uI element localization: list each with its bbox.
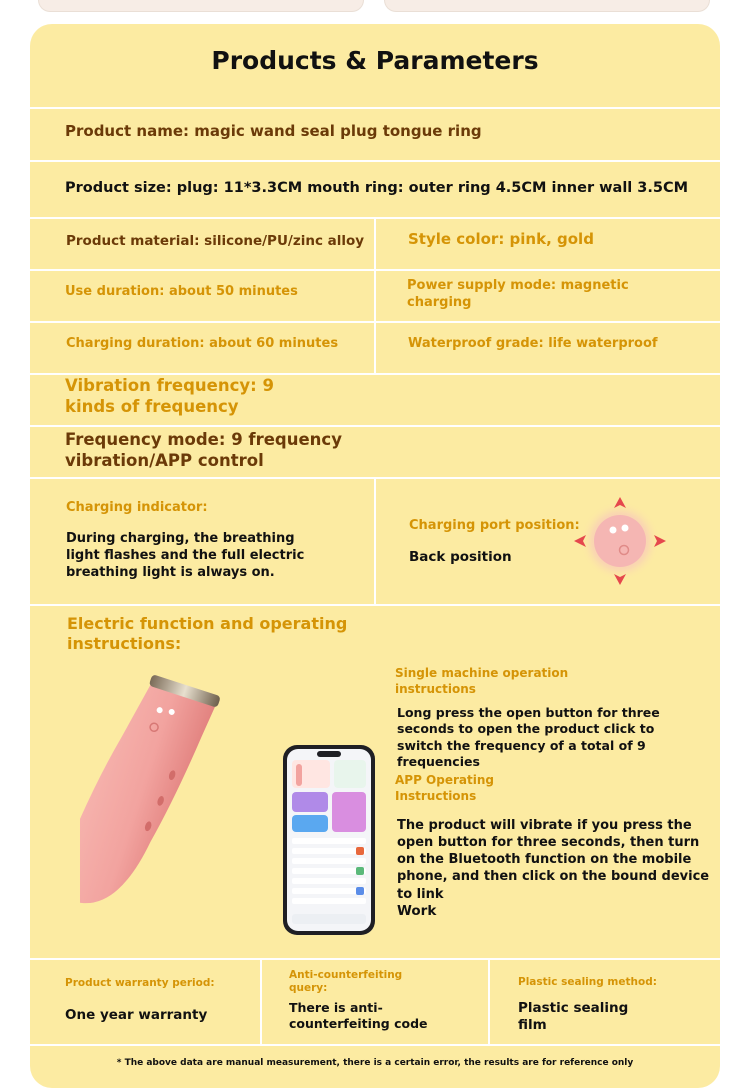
app-operation-label: APP Operating Instructions xyxy=(395,773,494,803)
product-name: Product name: magic wand seal plug tongue ring xyxy=(65,122,482,140)
charging-port-value: Back position xyxy=(409,549,512,565)
previous-card-edge-right xyxy=(384,0,710,12)
divider xyxy=(30,604,720,606)
waterproof-grade: Waterproof grade: life waterproof xyxy=(408,336,658,351)
divider xyxy=(30,107,720,109)
charging-indicator-label: Charging indicator: xyxy=(66,500,208,515)
single-operation-text: Long press the open button for three seconds to open the product click to switch the frequency of a total of 9 frequencies xyxy=(397,705,660,769)
column-divider xyxy=(374,217,376,373)
footnote: * The above data are manual measurement, there is a certain error, the results are for reference only xyxy=(116,1058,634,1068)
charging-port-label: Charging port position: xyxy=(409,518,580,533)
work-label: Work xyxy=(397,903,437,919)
divider xyxy=(30,958,720,960)
product-image xyxy=(80,672,230,932)
sealing-method-label: Plastic sealing method: xyxy=(518,976,657,988)
column-divider xyxy=(374,477,376,604)
divider xyxy=(30,1044,720,1046)
previous-card-edge-left xyxy=(38,0,364,12)
charging-duration: Charging duration: about 60 minutes xyxy=(66,336,339,351)
phone-app-image xyxy=(282,744,376,936)
use-duration: Use duration: about 50 minutes xyxy=(65,284,298,299)
sealing-method-value: Plastic sealing film xyxy=(518,1000,629,1033)
single-operation-label: Single machine operation instructions xyxy=(395,666,569,696)
divider xyxy=(30,425,720,427)
parameters-card xyxy=(30,24,720,1088)
divider xyxy=(30,160,720,162)
app-operation-text: The product will vibrate if you press the open button for three seconds, then turn on the Bluetooth function on the mobile phone, and then click on the bound device to link xyxy=(397,818,710,902)
style-color: Style color: pink, gold xyxy=(408,230,594,248)
product-material: Product material: silicone/PU/zinc alloy xyxy=(66,233,365,249)
power-supply-mode: Power supply mode: magnetic charging xyxy=(407,278,629,310)
product-size: Product size: plug: 11*3.3CM mouth ring: outer ring 4.5CM inner wall 3.5CM xyxy=(65,180,689,196)
warranty-label: Product warranty period: xyxy=(65,977,215,989)
anti-counterfeiting-value: There is anti-counterfeiting code xyxy=(289,1000,428,1031)
column-divider xyxy=(488,958,490,1044)
vibration-frequency: Vibration frequency: 9 kinds of frequency xyxy=(65,376,274,416)
charging-indicator-text: During charging, the breathing light flashes and the full electric breathing light is always on. xyxy=(66,531,305,580)
anti-counterfeiting-label: Anti-counterfeiting query: xyxy=(289,969,403,995)
divider xyxy=(30,373,720,375)
column-divider xyxy=(260,958,262,1044)
operation-heading: Electric function and operating instructions: xyxy=(67,614,348,653)
warranty-value: One year warranty xyxy=(65,1007,208,1023)
charging-port-diagram xyxy=(570,494,670,589)
frequency-mode: Frequency mode: 9 frequency vibration/APP control xyxy=(65,430,342,471)
page-title: Products & Parameters xyxy=(211,46,539,75)
